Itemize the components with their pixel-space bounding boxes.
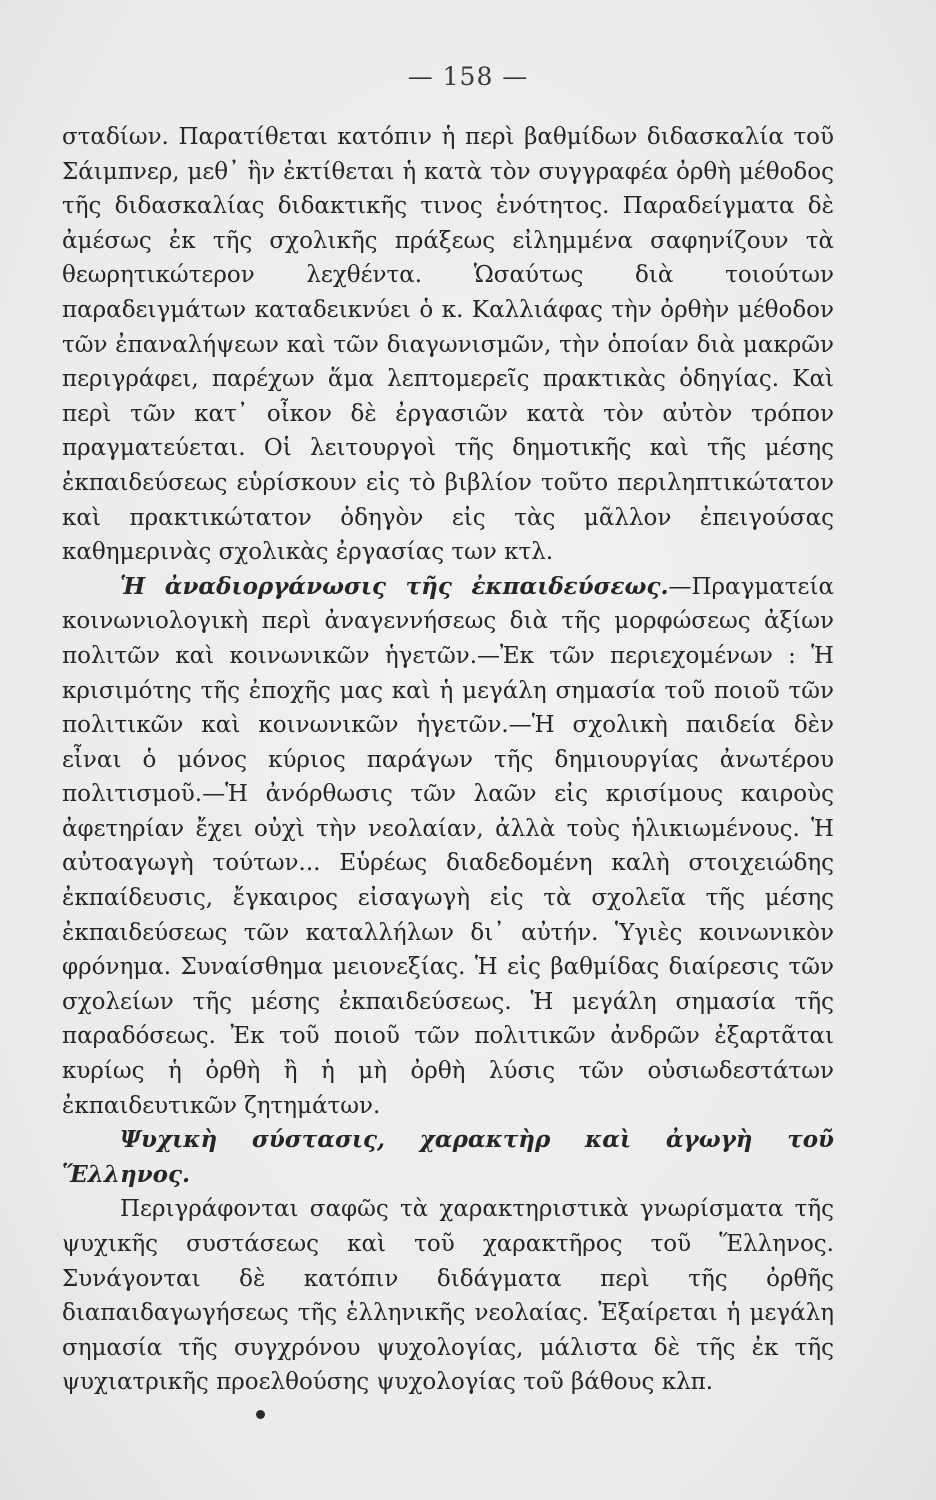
paragraph-lessons: σταδίων. Παρατίθεται κατόπιν ἡ περὶ βαθμίδων διδασκαλία τοῦ Σάιμπνερ, μεθ᾽ ἣν ἐκτίθεται ἡ κατὰ τὸν συγγραφέα ὀρθὴ μέθοδος τῆς διδασκαλίας διδακτικῆς τινος ἑνότητος. Παραδείγματα δὲ ἀμέσως ἐκ τῆς σχολικῆς πράξεως εἰλημμένα σαφηνίζουν τὰ θεωρητικώτερον λεχθέντα. Ὡσαύτως διὰ τοιούτων παραδειγμάτων καταδεικνύει ὁ κ. Καλλιάφας τὴν ὀρθὴν μέθοδον τῶν ἐπαναλήψεων καὶ τῶν διαγωνισμῶν, τὴν ὁποίαν διὰ μακρῶν περιγράφει, παρέχων ἅμα λεπτομερεῖς πρακτικὰς ὁδηγίας. Καὶ περὶ τῶν κατ᾽ οἶκον δὲ ἐργασιῶν κατὰ τὸν αὐτὸν τρόπον πραγματεύεται. Οἱ λειτουργοὶ τῆς δημοτικῆς καὶ τῆς μέσης ἐκπαιδεύσεως εὑρίσκουν εἰς τὸ βιβλίον τοῦτο περιληπτικώτατον καὶ πρακτικώτατον ὁδηγὸν εἰς τὰς μᾶλλον ἐπειγούσας καθημερινὰς σχολικὰς ἐργασίας των κτλ. [62, 124, 834, 566]
page-body [62, 120, 834, 1400]
paragraph-character [62, 1123, 834, 1400]
section-text-character: Περιγράφονται σαφῶς τὰ χαρακτηριστικὰ γνωρίσματα τῆς ψυχικῆς συστάσεως καὶ τοῦ χαρακτῆρος τοῦ Ἕλληνος. Συνάγονται δὲ κατόπιν διδάγματα περὶ τῆς ὀρθῆς διαπαιδαγωγήσεως τῆς ἑλληνικῆς νεολαίας. Ἐξαίρεται ἡ μεγάλη σημασία τῆς συγχρόνου ψυχολογίας, μάλιστα δὲ τῆς ἐκ τῆς ψυχιατρικῆς προελθούσης ψυχολογίας τοῦ βάθους κλπ. [62, 1196, 834, 1396]
section-title-character: Ψυχικὴ σύστασις, χαρακτὴρ καὶ ἀγωγὴ τοῦ Ἕλληνος. [62, 1126, 834, 1188]
section-title-reorganization: Ἡ ἀναδιοργάνωσις τῆς ἐκπαιδεύσεως. [120, 572, 669, 600]
section-text-reorganization: —Πραγματεία κοινωνιολογικὴ περὶ ἀναγεννήσεως διὰ τῆς μορφώσεως ἀξίων πολιτῶν καὶ κοινωνικῶν ἡγετῶν.—Ἐκ τῶν περιεχομένων : Ἡ κρισιμότης τῆς ἐποχῆς μας καὶ ἡ μεγάλη σημασία τοῦ ποιοῦ τῶν πολιτικῶν καὶ κοινωνικῶν ἡγετῶν.—Ἡ σχολικὴ παιδεία δὲν εἶναι ὁ μόνος κύριος παράγων τῆς δημιουργίας ἀνωτέρου πολιτισμοῦ.—Ἡ ἀνόρθωσις τῶν λαῶν εἰς κρισίμους καιροὺς ἀφετηρίαν ἔχει οὐχὶ τὴν νεολαίαν, ἀλλὰ τοὺς ἡλικιωμένους. Ἡ αὐτοαγωγὴ τούτων... Εὑρέως διαδεδομένη καλὴ στοιχειώδης ἐκπαίδευσις, ἔγκαιρος εἰσαγωγὴ εἰς τὰ σχολεῖα τῆς μέσης ἐκπαιδεύσεως τῶν καταλλήλων δι᾽ αὐτήν. Ὑγιὲς κοινωνικὸν φρόνημα. Συναίσθημα μειονεξίας. Ἡ εἰς βαθμίδας διαίρεσις τῶν σχολείων τῆς μέσης ἐκπαιδεύσεως. Ἡ μεγάλη σημασία τῆς παραδόσεως. Ἐκ τοῦ ποιοῦ τῶν πολιτικῶν ἀνδρῶν ἐξαρτᾶται κυρίως ἡ ὀρθὴ ἢ ἡ μὴ ὀρθὴ λύσις τῶν οὐσιωδεστάτων ἐκπαιδευτικῶν ζητημάτων. [62, 573, 834, 1119]
paragraph-reorganization [62, 570, 834, 1124]
ink-speck [256, 1410, 265, 1419]
page-number: — 158 — [407, 62, 529, 91]
